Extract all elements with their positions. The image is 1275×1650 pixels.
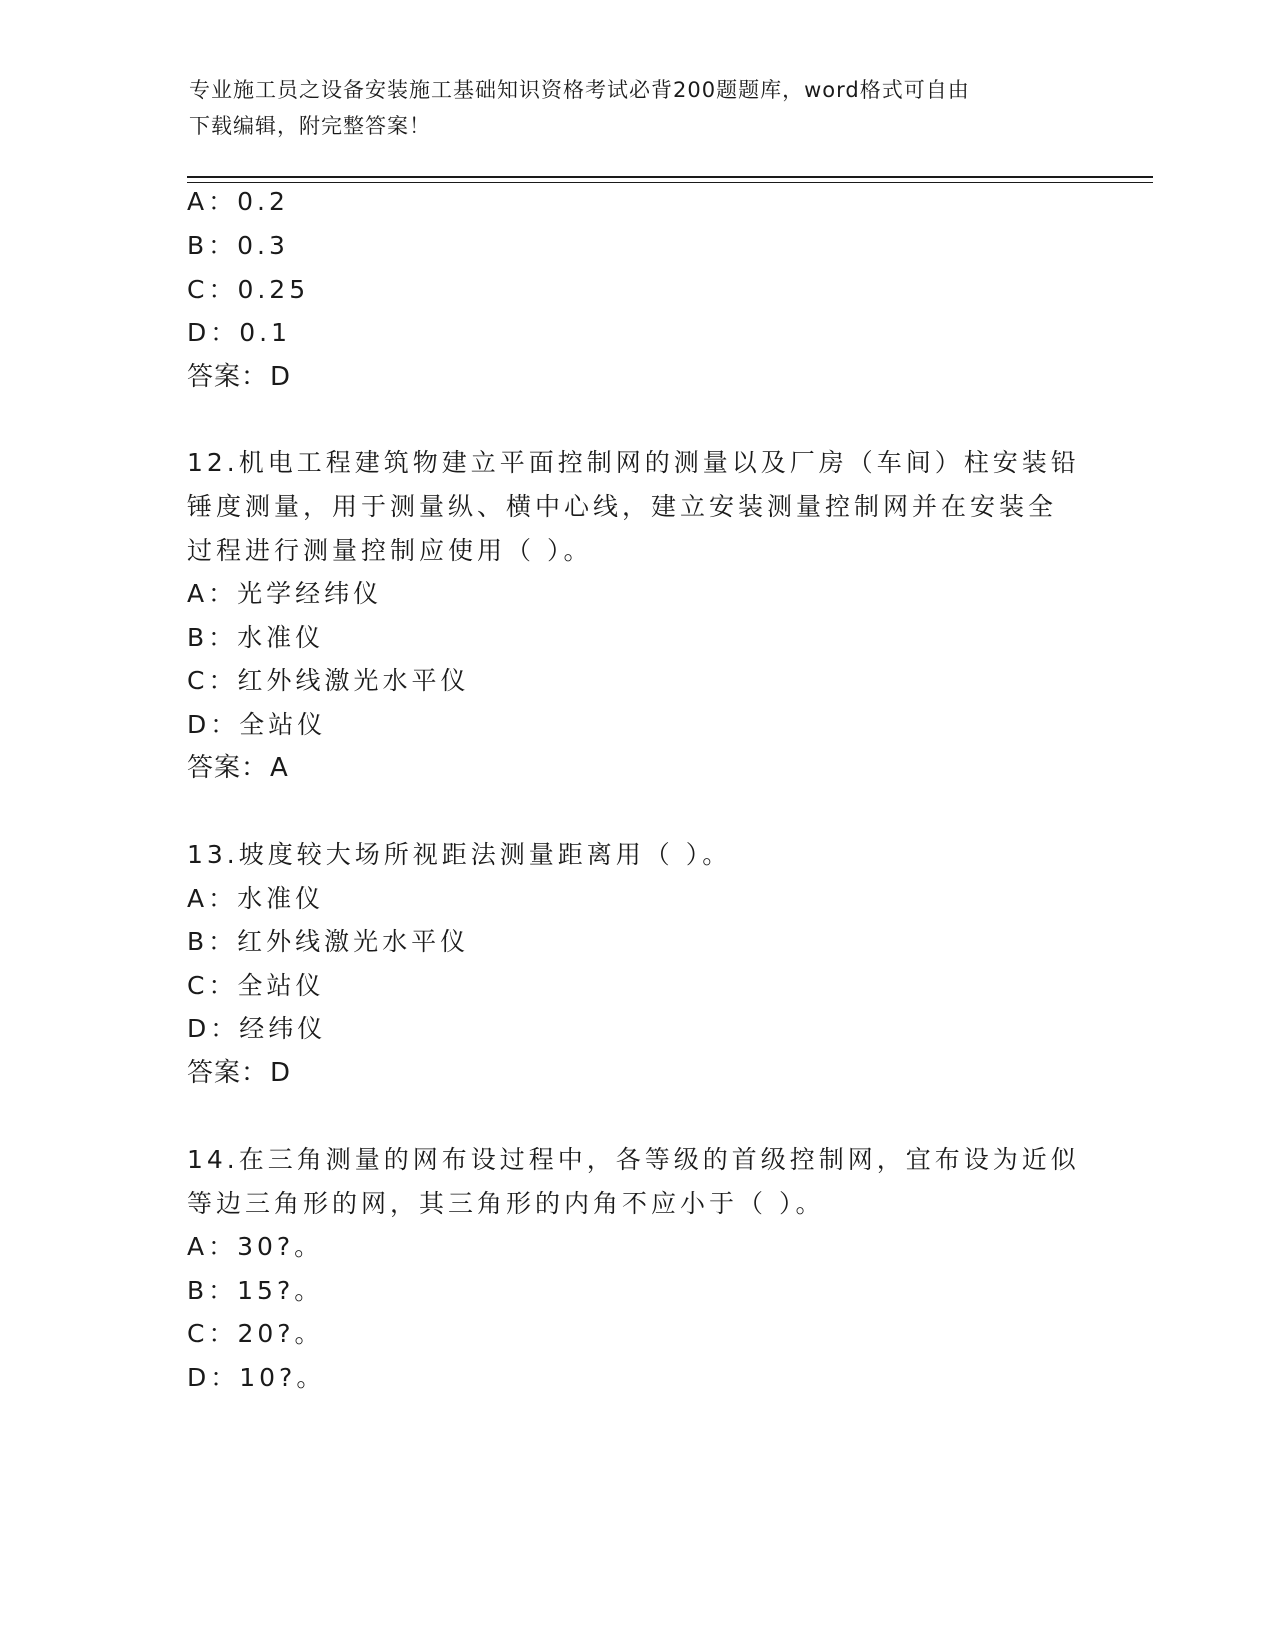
document-header: [189, 72, 1089, 144]
q13-option-d: D：经纬仪: [187, 1014, 327, 1043]
q12-answer: [187, 753, 289, 783]
q13-stem-line-1: 13.坡度较大场所视距法测量距离用（ ）。: [187, 840, 732, 869]
header-divider-thin: [187, 182, 1153, 183]
q11-option-b: B：0.3: [187, 231, 289, 260]
q11-answer-label: 答案：: [187, 362, 269, 392]
q11-option-c: C：0.25: [187, 275, 310, 304]
q11-option-a: A：0.2: [187, 187, 289, 216]
q13-answer-label: 答案：: [187, 1058, 269, 1088]
q12-stem-line-3: 过程进行测量控制应使用（ ）。: [187, 536, 593, 565]
q13-option-c: C：全站仪: [187, 971, 325, 1000]
q12-option-a: A：光学经纬仪: [187, 579, 383, 608]
q11-answer-value: D: [270, 362, 292, 392]
header-title-line-1: 专业施工员之设备安装施工基础知识资格考试必背200题题库，word格式可自由: [189, 78, 970, 102]
q13-option-b: B：红外线激光水平仪: [187, 927, 470, 956]
q12-option-d: D：全站仪: [187, 710, 327, 739]
q14-stem-line-1: 14.在三角测量的网布设过程中，各等级的首级控制网，宜布设为近似: [187, 1145, 1080, 1174]
q13-answer-value: D: [270, 1058, 292, 1088]
q14-option-b: B：15?。: [187, 1276, 324, 1305]
header-title-line-2: 下载编辑，附完整答案！: [189, 114, 431, 138]
q11-answer: [187, 362, 291, 392]
q12-stem-line-2: 锤度测量，用于测量纵、横中心线，建立安装测量控制网并在安装全: [187, 492, 1058, 521]
q12-answer-label: 答案：: [187, 753, 269, 783]
q13-answer: [187, 1058, 291, 1088]
q14-stem-line-2: 等边三角形的网，其三角形的内角不应小于（ ）。: [187, 1189, 825, 1218]
q12-stem-line-1: 12.机电工程建筑物建立平面控制网的测量以及厂房（车间）柱安装铅: [187, 448, 1080, 477]
q14-option-d: D：10?。: [187, 1363, 326, 1392]
q12-option-c: C：红外线激光水平仪: [187, 666, 470, 695]
q11-option-d: D：0.1: [187, 318, 292, 347]
q13-option-a: A：水准仪: [187, 884, 325, 913]
q14-option-c: C：20?。: [187, 1319, 324, 1348]
q12-answer-value: A: [270, 753, 289, 783]
header-divider-thick: [187, 176, 1153, 178]
q14-option-a: A：30?。: [187, 1232, 324, 1261]
q12-option-b: B：水准仪: [187, 623, 325, 652]
